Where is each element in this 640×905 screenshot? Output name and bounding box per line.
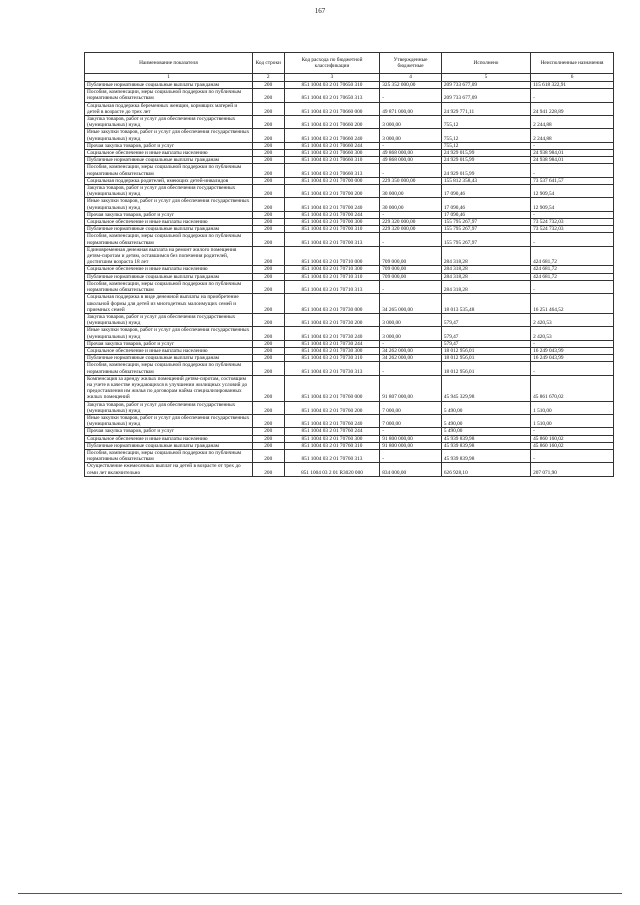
row-expense-code: 851 1004 03 2 01 70660 300	[284, 150, 380, 157]
row-line-code: 200	[252, 449, 284, 462]
row-line-code: 200	[252, 266, 284, 273]
header-indicator-name: Наименование показателя	[85, 53, 253, 74]
row-unexecuted: 12 909,54	[531, 198, 614, 211]
row-unexecuted: -	[531, 233, 614, 246]
row-unexecuted: 45 860 160,02	[531, 435, 614, 442]
row-line-code: 200	[252, 414, 284, 427]
row-approved: 709 000,00	[380, 266, 442, 273]
row-approved: 3 000,00	[380, 313, 442, 326]
row-unexecuted: 424 681,72	[531, 246, 614, 266]
row-name: Социальное обеспечение и иные выплаты населению	[85, 266, 253, 273]
row-executed: 17 090,46	[441, 185, 530, 198]
row-line-code: 200	[252, 273, 284, 280]
row-expense-code: 851 1004 03 2 01 70710 300	[284, 266, 380, 273]
row-name: Прочая закупка товаров, работ и услуг	[85, 142, 253, 149]
row-executed: 17 090,46	[441, 198, 530, 211]
row-line-code: 200	[252, 226, 284, 233]
row-unexecuted: -	[531, 280, 614, 293]
page-number: 167	[314, 7, 326, 15]
row-line-code: 200	[252, 185, 284, 198]
row-approved: -	[380, 89, 442, 102]
row-expense-code: 851 1004 03 2 01 70730 300	[284, 347, 380, 354]
row-line-code: 200	[252, 375, 284, 401]
row-unexecuted: 24 941 228,89	[531, 102, 614, 115]
row-approved: 49 868 000,00	[380, 157, 442, 164]
row-executed: 155 812 358,43	[441, 177, 530, 184]
row-executed: 24 929 771,11	[441, 102, 530, 115]
row-approved: 229 350 000,00	[380, 177, 442, 184]
row-approved: -	[380, 142, 442, 149]
row-line-code: 200	[252, 102, 284, 115]
row-expense-code: 851 1004 03 2 01 70660 310	[284, 157, 380, 164]
row-name: Пособия, компенсации, меры социальной поддержки по публичным нормативным обязательствам	[85, 362, 253, 375]
row-approved: 3 000,00	[380, 327, 442, 340]
table-row	[85, 116, 614, 129]
row-executed: 24 929 015,99	[441, 150, 530, 157]
row-line-code: 200	[252, 313, 284, 326]
row-line-code: 200	[252, 428, 284, 435]
row-name: Пособия, компенсации, меры социальной поддержки по публичным нормативным обязательствам	[85, 449, 253, 462]
row-executed: 755,12	[441, 142, 530, 149]
row-expense-code: 851 1004 03 2 01 70700 240	[284, 198, 380, 211]
row-unexecuted: 207 071,90	[531, 463, 614, 476]
row-line-code: 200	[252, 157, 284, 164]
row-expense-code: 851 1004 03 2 01 70760 244	[284, 428, 380, 435]
column-number: 5	[441, 74, 530, 82]
row-name: Закупка товаров, работ и услуг для обеспечения государственных (муниципальных) нужд	[85, 116, 253, 129]
row-expense-code: 851 1004 03 2 01 70700 200	[284, 185, 380, 198]
row-unexecuted: 16 249 043,99	[531, 355, 614, 362]
row-expense-code: 851 1004 03 2 01 70710 313	[284, 280, 380, 293]
row-unexecuted: -	[531, 340, 614, 347]
row-line-code: 200	[252, 401, 284, 414]
table-row	[85, 280, 614, 293]
row-line-code: 200	[252, 150, 284, 157]
row-unexecuted: 115 618 322,91	[531, 82, 614, 89]
row-unexecuted: 73 524 732,03	[531, 219, 614, 226]
table-row	[85, 428, 614, 435]
row-line-code: 200	[252, 233, 284, 246]
row-line-code: 200	[252, 340, 284, 347]
row-expense-code: 851 1004 03 2 01 70730 000	[284, 294, 380, 314]
row-name: Пособия, компенсации, меры социальной поддержки по публичным нормативным обязательствам	[85, 280, 253, 293]
page-bottom-rule	[18, 893, 622, 894]
row-unexecuted: 24 938 984,01	[531, 157, 614, 164]
row-approved: 7 000,00	[380, 414, 442, 427]
row-approved: -	[380, 362, 442, 375]
row-unexecuted: 16 249 043,99	[531, 347, 614, 354]
row-unexecuted: -	[531, 164, 614, 177]
row-line-code: 200	[252, 463, 284, 476]
row-expense-code: 851 1004 03 2 01 70650 313	[284, 89, 380, 102]
row-unexecuted: -	[531, 362, 614, 375]
row-unexecuted: 12 909,54	[531, 185, 614, 198]
row-approved: 709 000,00	[380, 246, 442, 266]
row-approved: -	[380, 280, 442, 293]
row-expense-code: 851 1004 03 2 01 70730 240	[284, 327, 380, 340]
row-line-code: 200	[252, 355, 284, 362]
table-row	[85, 233, 614, 246]
row-unexecuted: 45 861 670,02	[531, 375, 614, 401]
row-unexecuted: 45 860 160,02	[531, 442, 614, 449]
row-approved: 91 800 000,00	[380, 442, 442, 449]
row-approved: 709 000,00	[380, 273, 442, 280]
table-row	[85, 313, 614, 326]
row-name: Прочая закупка товаров, работ и услуг	[85, 340, 253, 347]
row-name: Социальное обеспечение и иные выплаты населению	[85, 219, 253, 226]
row-executed: 155 795 267,97	[441, 233, 530, 246]
column-number: 2	[252, 74, 284, 82]
table-row	[85, 226, 614, 233]
row-name: Иные закупки товаров, работ и услуг для обеспечения государственных (муниципальных) нужд	[85, 327, 253, 340]
row-expense-code: 851 1004 03 2 01 70730 313	[284, 362, 380, 375]
row-approved: 91 800 000,00	[380, 435, 442, 442]
row-expense-code: 851 1004 03 2 01 70660 000	[284, 102, 380, 115]
header-unexecuted: Неисполненные назначения	[531, 53, 614, 74]
row-executed: 155 795 267,97	[441, 219, 530, 226]
row-expense-code: 851 1004 03 2 01 70760 310	[284, 442, 380, 449]
row-line-code: 200	[252, 246, 284, 266]
table-row	[85, 449, 614, 462]
row-executed: 45 939 839,98	[441, 449, 530, 462]
row-expense-code: 851 1004 03 2 01 70760 000	[284, 375, 380, 401]
row-name: Закупка товаров, работ и услуг для обеспечения государственных (муниципальных) нужд	[85, 313, 253, 326]
row-line-code: 200	[252, 347, 284, 354]
row-executed: 209 733 677,09	[441, 89, 530, 102]
row-approved: 91 807 000,00	[380, 375, 442, 401]
table-row	[85, 414, 614, 427]
table-row	[85, 185, 614, 198]
row-name: Иные закупки товаров, работ и услуг для обеспечения государственных (муниципальных) нужд	[85, 198, 253, 211]
row-expense-code: 851 1004 03 2 01 70710 000	[284, 246, 380, 266]
row-approved: 229 320 000,00	[380, 226, 442, 233]
table-row	[85, 266, 614, 273]
row-unexecuted: -	[531, 211, 614, 218]
row-name: Социальное обеспечение и иные выплаты населению	[85, 435, 253, 442]
header-approved: Утвержденные бюджетные	[380, 53, 442, 74]
row-unexecuted: 1 510,00	[531, 414, 614, 427]
column-number: 3	[284, 74, 380, 82]
header-line-code: Код строки	[252, 53, 284, 74]
row-unexecuted: -	[531, 428, 614, 435]
row-line-code: 200	[252, 362, 284, 375]
table-row	[85, 129, 614, 142]
row-name: Социальная поддержка беременных женщин, кормящих матерей и детей в возрасте до трех лет	[85, 102, 253, 115]
row-approved: 30 000,00	[380, 185, 442, 198]
row-unexecuted: 24 938 984,01	[531, 150, 614, 157]
row-name: Публичные нормативные социальные выплаты гражданам	[85, 82, 253, 89]
row-name: Осуществление ежемесячных выплат на детей в возрасте от трех до семи лет включительно	[85, 463, 253, 476]
row-approved: -	[380, 164, 442, 177]
row-line-code: 200	[252, 177, 284, 184]
row-line-code: 200	[252, 142, 284, 149]
column-number: 6	[531, 74, 614, 82]
row-approved: -	[380, 428, 442, 435]
row-executed: 24 929 015,99	[441, 164, 530, 177]
table-row	[85, 219, 614, 226]
row-approved: -	[380, 449, 442, 462]
row-executed: 284 318,28	[441, 266, 530, 273]
row-approved: 34 262 000,00	[380, 347, 442, 354]
row-name: Компенсация за аренду жилых помещений детям-сиротам, состоящим на учете в качестве нуждающихся в улучшении жилищных условий до предоставления им жилья по договорам найма специализированных жилых помещений	[85, 375, 253, 401]
row-executed: 284 318,28	[441, 273, 530, 280]
row-executed: 284 318,28	[441, 246, 530, 266]
row-line-code: 200	[252, 327, 284, 340]
row-expense-code: 851 1004 03 2 01 70700 313	[284, 233, 380, 246]
row-name: Пособия, компенсации, меры социальной поддержки по публичным нормативным обязательствам	[85, 164, 253, 177]
row-line-code: 200	[252, 219, 284, 226]
row-name: Пособия, компенсации, меры социальной поддержки по публичным нормативным обязательствам	[85, 89, 253, 102]
row-executed: 5 490,00	[441, 414, 530, 427]
row-executed: 18 012 956,01	[441, 355, 530, 362]
row-approved: 834 000,00	[380, 463, 442, 476]
row-executed: 209 733 677,09	[441, 82, 530, 89]
row-name: Прочая закупка товаров, работ и услуг	[85, 211, 253, 218]
row-approved: 229 320 000,00	[380, 219, 442, 226]
table-row	[85, 89, 614, 102]
row-line-code: 200	[252, 198, 284, 211]
row-expense-code: 851 1004 03 2 01 70760 200	[284, 401, 380, 414]
row-name: Единовременная денежная выплата на ремонт жилого помещения детям-сиротам и детям, оставшимся без попечения родителей, достигшим возраста 18 лет	[85, 246, 253, 266]
row-expense-code: 851 1004 03 2 01 70760 300	[284, 435, 380, 442]
row-name: Публичные нормативные социальные выплаты гражданам	[85, 442, 253, 449]
row-name: Публичные нормативные социальные выплаты гражданам	[85, 157, 253, 164]
row-executed: 755,12	[441, 116, 530, 129]
row-line-code: 200	[252, 89, 284, 102]
row-approved: 30 000,00	[380, 198, 442, 211]
row-unexecuted: 2 244,88	[531, 116, 614, 129]
table-row	[85, 211, 614, 218]
row-approved: 49 868 000,00	[380, 150, 442, 157]
row-expense-code: 851 1004 03 2 01 70660 313	[284, 164, 380, 177]
budget-execution-table	[84, 52, 614, 477]
table-row	[85, 164, 614, 177]
row-executed: 18 012 956,01	[441, 362, 530, 375]
row-expense-code: 851 1004 03 2 01 70660 244	[284, 142, 380, 149]
row-approved: 7 000,00	[380, 401, 442, 414]
row-executed: 18 012 956,01	[441, 347, 530, 354]
row-expense-code: 851 1004 03 2 01 70760 240	[284, 414, 380, 427]
row-approved: -	[380, 211, 442, 218]
row-approved: -	[380, 340, 442, 347]
row-name: Закупка товаров, работ и услуг для обеспечения государственных (муниципальных) нужд	[85, 401, 253, 414]
row-unexecuted: 16 251 464,52	[531, 294, 614, 314]
row-executed: 155 795 267,97	[441, 226, 530, 233]
row-name: Публичные нормативные социальные выплаты гражданам	[85, 355, 253, 362]
row-unexecuted: 2 420,53	[531, 313, 614, 326]
table-row	[85, 273, 614, 280]
table-row	[85, 246, 614, 266]
row-name: Публичные нормативные социальные выплаты гражданам	[85, 273, 253, 280]
row-name: Публичные нормативные социальные выплаты гражданам	[85, 226, 253, 233]
row-expense-code: 851 1004 03 2 01 70700 000	[284, 177, 380, 184]
table-row	[85, 442, 614, 449]
table-row	[85, 463, 614, 476]
row-line-code: 200	[252, 294, 284, 314]
row-approved: 49 871 000,00	[380, 102, 442, 115]
table-row	[85, 435, 614, 442]
row-unexecuted: 1 510,00	[531, 401, 614, 414]
row-unexecuted: 73 524 732,03	[531, 226, 614, 233]
table-row	[85, 142, 614, 149]
row-approved: 3 000,00	[380, 129, 442, 142]
row-line-code: 200	[252, 129, 284, 142]
row-unexecuted: -	[531, 449, 614, 462]
row-line-code: 200	[252, 116, 284, 129]
row-approved: 34 265 000,00	[380, 294, 442, 314]
row-expense-code: 851 1004 03 2 01 70710 310	[284, 273, 380, 280]
row-name: Социальная поддержка в виде денежной выплаты на приобретение школьной формы для детей из многодетных малоимущих семей и приемных семей	[85, 294, 253, 314]
table-row	[85, 150, 614, 157]
column-number: 4	[380, 74, 442, 82]
row-name: Иные закупки товаров, работ и услуг для обеспечения государственных (муниципальных) нужд	[85, 129, 253, 142]
row-executed: 5 490,00	[441, 401, 530, 414]
table-row	[85, 198, 614, 211]
row-name: Социальное обеспечение и иные выплаты населению	[85, 347, 253, 354]
row-name: Социальное обеспечение и иные выплаты населению	[85, 150, 253, 157]
row-expense-code: 851 1004 03 2 01 70650 310	[284, 82, 380, 89]
column-number-row	[85, 74, 614, 82]
row-unexecuted: 424 681,72	[531, 273, 614, 280]
row-expense-code: 851 1004 03 2 01 70730 200	[284, 313, 380, 326]
row-expense-code: 851 1004 03 2 01 70700 310	[284, 226, 380, 233]
row-expense-code: 851 1004 03 2 01 70700 300	[284, 219, 380, 226]
column-number: 1	[85, 74, 253, 82]
row-executed: 45 939 839,98	[441, 435, 530, 442]
row-executed: 45 945 329,98	[441, 375, 530, 401]
row-executed: 579,47	[441, 340, 530, 347]
row-executed: 579,47	[441, 313, 530, 326]
table-row	[85, 362, 614, 375]
table-row	[85, 157, 614, 164]
row-executed: 755,12	[441, 129, 530, 142]
row-unexecuted: -	[531, 89, 614, 102]
header-executed: Исполнено	[441, 53, 530, 74]
row-executed: 626 928,10	[441, 463, 530, 476]
row-expense-code: 851 1004 03 2 01 70760 313	[284, 449, 380, 462]
row-line-code: 200	[252, 164, 284, 177]
table-row	[85, 294, 614, 314]
row-approved: 3 000,00	[380, 116, 442, 129]
row-expense-code: 851 1004 03 2 01 R3020 000	[284, 463, 380, 476]
header-expense-code: Код расхода по бюджетной классификации	[284, 53, 380, 74]
row-expense-code: 851 1004 03 2 01 70660 240	[284, 129, 380, 142]
row-unexecuted: 424 681,72	[531, 266, 614, 273]
row-line-code: 200	[252, 82, 284, 89]
row-expense-code: 851 1004 03 2 01 70660 200	[284, 116, 380, 129]
row-name: Прочая закупка товаров, работ и услуг	[85, 428, 253, 435]
row-approved: 325 352 000,00	[380, 82, 442, 89]
table-row	[85, 102, 614, 115]
row-line-code: 200	[252, 211, 284, 218]
row-executed: 18 013 535,48	[441, 294, 530, 314]
row-executed: 579,47	[441, 327, 530, 340]
row-executed: 45 939 839,98	[441, 442, 530, 449]
row-unexecuted: -	[531, 142, 614, 149]
row-executed: 17 090,46	[441, 211, 530, 218]
row-expense-code: 851 1004 03 2 01 70730 310	[284, 355, 380, 362]
row-unexecuted: 2 420,53	[531, 327, 614, 340]
table-row	[85, 347, 614, 354]
row-executed: 24 929 015,99	[441, 157, 530, 164]
table-header-row	[85, 53, 614, 74]
table-row	[85, 82, 614, 89]
table-row	[85, 327, 614, 340]
table-row	[85, 375, 614, 401]
row-line-code: 200	[252, 435, 284, 442]
row-expense-code: 851 1004 03 2 01 70700 244	[284, 211, 380, 218]
row-executed: 5 490,00	[441, 428, 530, 435]
row-line-code: 200	[252, 442, 284, 449]
table-row	[85, 340, 614, 347]
table-row	[85, 177, 614, 184]
row-name: Иные закупки товаров, работ и услуг для обеспечения государственных (муниципальных) нужд	[85, 414, 253, 427]
row-approved: -	[380, 233, 442, 246]
row-name: Пособия, компенсации, меры социальной поддержки по публичным нормативным обязательствам	[85, 233, 253, 246]
row-approved: 34 262 000,00	[380, 355, 442, 362]
row-line-code: 200	[252, 280, 284, 293]
row-unexecuted: 73 537 641,57	[531, 177, 614, 184]
table-row	[85, 355, 614, 362]
row-expense-code: 851 1004 03 2 01 70730 244	[284, 340, 380, 347]
row-executed: 284 318,28	[441, 280, 530, 293]
row-name: Социальная поддержка родителей, имеющих детей-инвалидов	[85, 177, 253, 184]
table-body	[85, 82, 614, 477]
table-row	[85, 401, 614, 414]
row-unexecuted: 2 244,88	[531, 129, 614, 142]
row-name: Закупка товаров, работ и услуг для обеспечения государственных (муниципальных) нужд	[85, 185, 253, 198]
